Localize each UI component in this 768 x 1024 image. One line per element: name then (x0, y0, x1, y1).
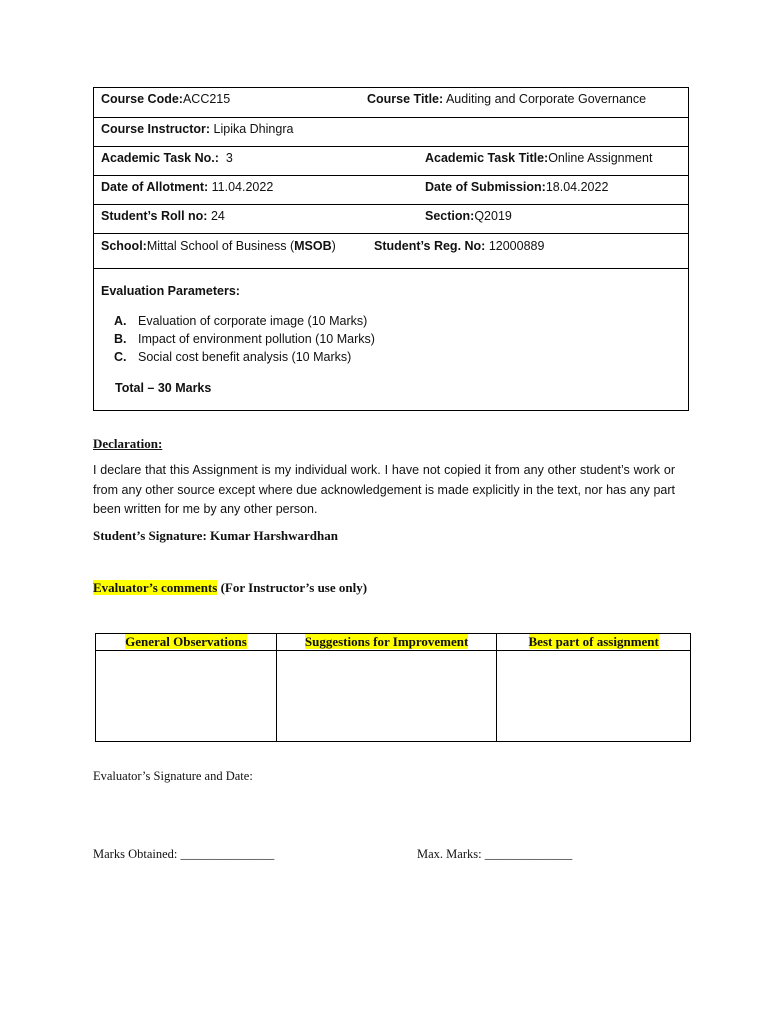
course-code: Course Code:ACC215 (101, 92, 231, 106)
academic-task-title: Academic Task Title:Online Assignment (425, 151, 653, 165)
evaluator-signature-date: Evaluator’s Signature and Date: (93, 769, 253, 783)
course-instructor: Course Instructor: Lipika Dhingra (101, 122, 294, 136)
declaration-text: I declare that this Assignment is my individual work. I have not copied it from any other student’s work or from any other source except where due acknowledgement is made explicitly in the text, nor has any part been written for me by any other person. (93, 463, 675, 516)
date-of-allotment: Date of Allotment: 11.04.2022 (101, 180, 274, 194)
table-row (96, 651, 691, 742)
list-item: C. Social cost benefit analysis (10 Marks) (114, 350, 352, 364)
row-course (94, 88, 688, 118)
evaluator-comments-heading (93, 580, 367, 596)
marks-obtained: Marks Obtained: _______________ (93, 847, 275, 861)
list-item: A. Evaluation of corporate image (10 Marks) (114, 314, 368, 328)
student-reg-no: Student’s Reg. No: 12000889 (374, 239, 545, 253)
row-dates (94, 176, 688, 205)
column-best-part: Best part of assignment (497, 634, 691, 651)
assignment-info-table (93, 87, 689, 411)
evaluator-table (95, 633, 691, 742)
section: Section:Q2019 (425, 209, 512, 223)
school: School:Mittal School of Business (MSOB) (101, 239, 336, 253)
evaluator-comments-note: (For Instructor’s use only) (217, 580, 368, 595)
evaluation-total: Total – 30 Marks (115, 381, 212, 395)
course-title: Course Title: Auditing and Corporate Governance (367, 92, 647, 106)
student-roll-no: Student’s Roll no: 24 (101, 209, 225, 223)
academic-task-no: Academic Task No.: 3 (101, 151, 233, 165)
max-marks: Max. Marks: ______________ (417, 847, 573, 861)
list-item: B. Impact of environment pollution (10 Marks) (114, 332, 375, 346)
date-of-submission: Date of Submission:18.04.2022 (425, 180, 609, 194)
declaration-title: Declaration: (93, 436, 163, 451)
row-evaluation (94, 269, 688, 410)
evaluation-list (114, 312, 375, 366)
row-school (94, 234, 688, 269)
student-signature: Student’s Signature: Kumar Harshwardhan (93, 528, 338, 543)
evaluation-heading: Evaluation Parameters: (101, 284, 240, 298)
row-instructor (94, 118, 688, 147)
suggestions-cell (276, 651, 496, 742)
column-suggestions: Suggestions for Improvement (276, 634, 496, 651)
best-part-cell (497, 651, 691, 742)
column-general-observations: General Observations (96, 634, 277, 651)
general-observations-cell (96, 651, 277, 742)
row-roll-section (94, 205, 688, 234)
row-task (94, 147, 688, 176)
evaluator-comments-label: Evaluator’s comments (93, 580, 218, 595)
